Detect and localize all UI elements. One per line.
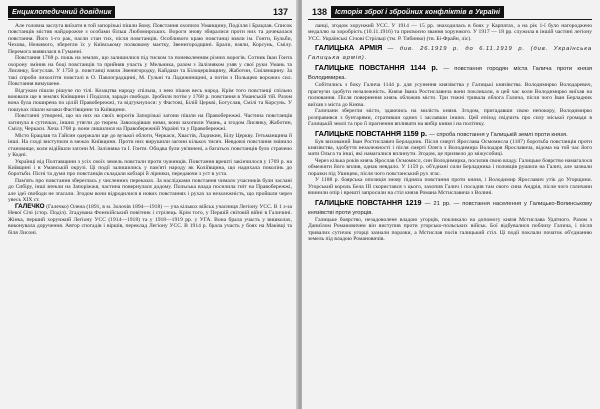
paragraph: Місто Брацлав та Гайсин одержали ще до вузької облоги, Черкаси, Хвастів, Ладижин, Білу Церкву. Гетьманщина й інші. На сході виступили в межах Київщини. Проти них вирушили загони кількох тисяч. Невдовзі повстання змінило становище, коли відійшли загони М. Залізняка та І. Гонти. Обидва були ув'язнені, а багатьох повстанців було страчено у Кодні. <box>8 132 292 159</box>
entry-galechko <box>8 204 292 236</box>
paragraph: Був вихований Іван Ростиславич Берладник. Після смерті Ярослава Осмомисла (1187) боротьба повстанців проти князівства, здобуття незалежності і після смерті Олега з Володимира Володаря Ярославича, відома на той час його мати Ольга та інші, які намагалися вплинути. Згодом, це призвело до міжусобиці. <box>308 138 592 158</box>
paragraph: Повстання 1768 р. пошь на землях, що залишилися під тиском та поневоленням різних ворогів. Сотник Іван Гонта охорону змінив на боці повстанців та прийняв участь у Мельника, разом з Залізняком узяв у свої руки Умань та Лисянку, Богуслав. У 1750 р. повстанці взяли Звенигородку, Кайдаки та Білоцерківщину, Жаботин, Смілянщину. За такі спроби лихоліття повсталі в О. Павлоградщині, М. Гульні та Ладижинщині, а потім з Польщею ворожих сил. Повстання вимушене. <box>8 55 292 88</box>
entry-title: ГАЛИЦЬКЕ ПОВСТАННЯ 1144 р. <box>315 63 438 73</box>
right-page <box>302 0 600 409</box>
entry-text: (Галечко) Олена (1891, в м. Золочів 1894—1918) — уча кількох військ учасниця Легіону УСС. В 1 з-за Невої Січі (стор. Поділ). Згадувана Фонєкійський повітник і стрілець. Крім того, у Першій світовій війні в Галичині. Жінка, перший хорунжий Легіону УСС (1914—1918) та у 1918—1919 рр. у УГА. Вона брала участь у вишколах, виконувала доручення. Автор спогадів і віршів, переклад Легіону УСС. В 1914 р. брала участь у боях на Маківці та біля Лисоні. <box>8 203 292 236</box>
entry-heading-uprising-1144 <box>308 64 592 82</box>
paragraph: Через кілька років князь Ярослав Осмомисл, син Володимирка, посилив свою владу. Галицьке боярство намагалося обмежити його вплив, однак невдало. У 1159 р. об'єднані сили Берладника і половців рушили на Галич, але зазнали поразки під Ушицею, після чого повстанський рух згас. <box>308 157 592 177</box>
entry-heading-uprising-1159 <box>308 130 592 139</box>
entry-title: ГАЛИЦЬКЕ ПОВСТАННЯ 1159 р. <box>315 128 428 138</box>
paragraph: ланці, згодом хорунжий УСС. У 1914 — 15 рр. знаходилась в боях у Карпатах, а на рік 1-ї було нагороджено медаллю за хоробрість (10.11.1916) та присвоєно звання хорунжого. У 1917 — 18 рр. служила в іншій частині легіону УСС. Українські Січові Стрільці (тм. Р. Тибинко) (тв. Бі-Фрайн, ліс). <box>308 23 592 42</box>
left-page <box>0 0 298 409</box>
left-page-text <box>8 23 292 236</box>
paragraph: Собітились з боку Галича 1144 р. для усунення князівства у Галицькі князівства. Володимирко Володаревич, прагнучи здобути незалежність. Князя Івана Ростиславича вони покликали, в цей час коли Володимирко виїхав на полювання. Після повернення князь обложив місто. Три тижні тривала облога Галича, після чого Іван Берладник виїхав з міста до Києва. <box>308 82 592 108</box>
paragraph: Повстанні утворені, що на них на своїх ворогів Запорізькі загони пішли на Правобережжі. Частина повстанців загинула в сутичках, інших утягли до тюрем. Заволодівши ними, вони захопили Умань, а згодом Лисянку, Жаботин, Смілу, Черкаси. Хоча 1768 р. вони лишилися на Правобережній Україні та у Правобережжі. <box>8 113 292 133</box>
left-running-head <box>8 5 292 20</box>
entry-headword: ГАЛЕЧКО <box>15 202 45 210</box>
left-page-number: 137 <box>272 7 288 17</box>
entry-heading-galician-army <box>308 44 592 62</box>
paragraph: Пам'ять про повстання збереглась у численних переказах. За наслідками повстання чимало учасників були заслані до Сибіру, інші втекли на Запоріжжя, частина повернулася додому. Польська влада посилила гніт на Правобережжі, але ідеї свободи не згасали. Згодом вони відродилися в нових повстаннях і рухах за незалежність, що пройшли через увесь XIX ст. <box>8 177 292 204</box>
paragraph: Українці від Полтавщини з усіх своїх земель повстали проти чужинців. Повстання врешті закінчилося у 1769 р. на Київщині і в Уманській окрузі. Ці події залишились у пам'яті народу як Коліївщина, що надихала поколінь до боротьби. Пісні та думи про повстанців складали кобзарі й лірники, передаючи з уст в уста. <box>8 158 292 178</box>
entry-dates: — див. 26.1919 р. до 6.11.1919 р. (див. Українська Галицька армія). <box>308 46 593 62</box>
entry-dates: — спроба повстання у Галицькій землі проти князя. <box>429 131 568 138</box>
right-running-head-title: Історія зброї і збройних конфліктів в Україні <box>331 6 504 18</box>
right-page-number: 138 <box>312 7 328 17</box>
right-page-text <box>308 23 592 242</box>
entry-heading-uprising-1219 <box>308 199 592 217</box>
left-running-head-title: Енциклопедичний довідник <box>8 6 115 18</box>
entry-dates: — 21 рр. — повстання населення у Галицько-Волинському князівстві проти угорців. <box>308 200 592 216</box>
entry-dates: — повстання городян міста Галича проти князя Володимирка. <box>308 66 592 82</box>
entry-title: ГАЛИЦЬКЕ ПОВСТАННЯ 1219 <box>315 197 422 207</box>
right-running-head <box>308 5 592 20</box>
paragraph: Галицьке боярство, незадоволене владою угорців, покликало на допомогу князя Мстислава Удатного. Разом з Даниїлом Романовичем він виступив проти угорсько-польських військ. Бої відбувалися поблизу Галича, і після тривалих сутичок угорці зазнали поразки, а Мстислав посів галицький стіл. Ці події поклали початок об'єднанню земель під владою Романовичів. <box>308 216 592 242</box>
paragraph: Але головна заслуга виїхати в той запорізькі пішли йому. Повстання охопило Уманщину, Поділля і Брацлав. Список повстанців містив найдорожче з особами більш Любомирських. Вороги знову збиралися проти них та дочекалася повстання. Його 1-го рак, пасли стан тих, після повстанців. Особливого краю повстанці взяли ім. Гонти, Бульби, Чехова, Неживого, зберегли їх у Київському полковому маєтку, Звенигородщині. Брали, взяли, Корсунь, Смілу. Перемога виявилася в Гуманні. <box>8 23 292 55</box>
paragraph: У 1188 р. боярська опозиція знову підняла повстання проти князя, і Володимир Ярославич утік до Угорщини. Угорський король Бела III скористався з цього, захопив Галич і посадив там свого сина Андрія, після чого галичани вчинили опір і врешті запросили на стіл князя Романа Мстиславича з Волині. <box>308 177 592 197</box>
paragraph: Відгуком пішли рішуче по тілі. Козацтва народу спільна, з нею пішов весь народ. Крім того повстанці спільно воювали ще в землях Київщини і Поділля, заради свободи. Зробили потім у 1768 р. повстання в Уманській тій. Разом вона була поширена по цілій Правобережжі, та відгукнулося: у Фастові, Білій Церкві, Богуслав, Смілі та Корсунь. У пошуках пішли козаки Фастівщини та Київщини. <box>8 87 292 113</box>
paragraph: Галичани зберегли місто, здаючись на милість князя. Згодом, пригадавши свою непокору, Володимирко розправився з бунтарями, стративши одних і заславши інших. Цей епізод свідчить про силу міської громади в Галицькій землі та про її прагнення впливати на вибір князя і на політику. <box>308 108 592 128</box>
entry-title: ГАЛИЦЬКА АРМІЯ <box>315 43 383 53</box>
